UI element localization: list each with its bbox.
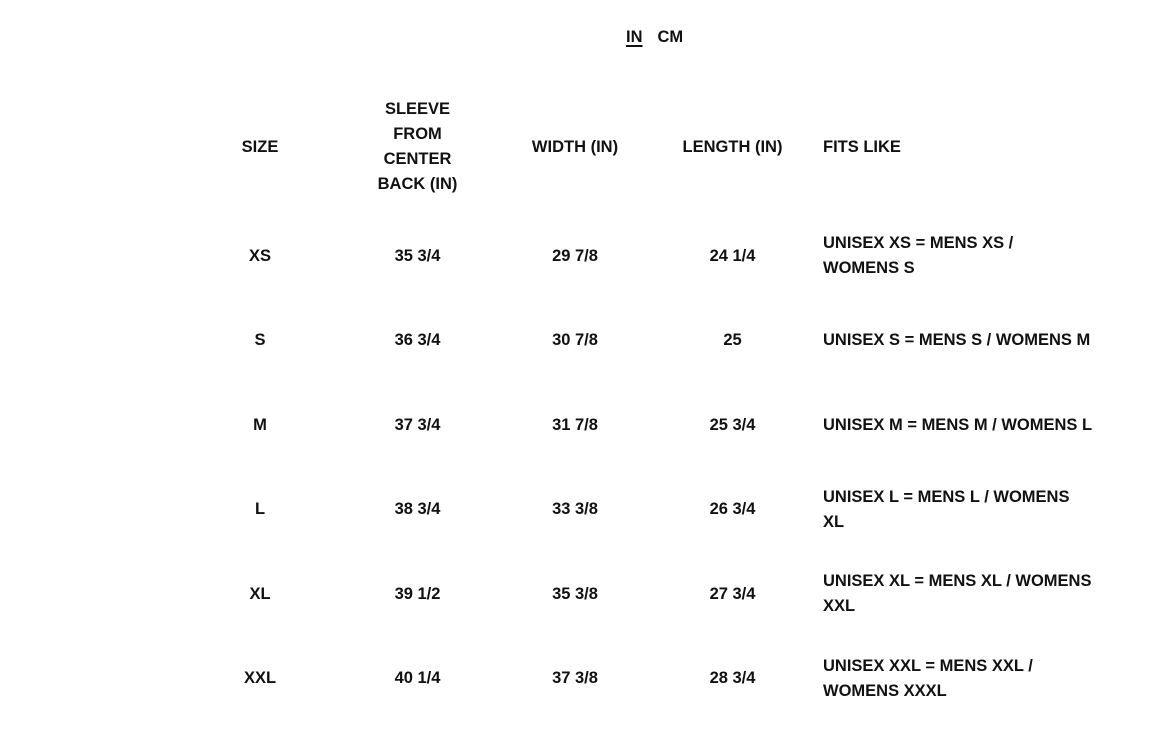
cell-size: S [254,331,266,350]
cell-fits-like: UNISEX XXL = MENS XXL / WOMENS XXXL [823,656,1033,700]
unit-toggle [626,25,683,50]
cell-sleeve: 35 3/4 [394,246,441,265]
table-row [180,299,1120,384]
cell-size: L [254,500,266,519]
cell-fits-like: UNISEX XL = MENS XL / WOMENS XXL [823,572,1092,616]
header-width: WIDTH (IN) [531,137,619,156]
table-row [180,468,1120,553]
cell-size: M [253,415,267,434]
header-sleeve [340,97,495,197]
unit-option-in[interactable]: IN [626,28,643,46]
cell-sleeve: 36 3/4 [394,331,441,350]
cell-width: 35 3/8 [552,584,598,603]
table-row [180,552,1120,637]
cell-size: XS [248,246,271,265]
cell-fits-like: UNISEX XS = MENS XS / WOMENS S [823,234,1014,278]
header-sleeve-line: CENTER [383,150,452,168]
cell-width: 37 3/8 [552,669,598,688]
cell-length: 24 1/4 [709,246,756,265]
header-fits-like: FITS LIKE [823,137,901,156]
cell-width: 31 7/8 [552,415,598,434]
header-length: LENGTH (IN) [682,137,783,156]
cell-fits-like: UNISEX M = MENS M / WOMENS L [823,415,1093,434]
cell-length: 28 3/4 [709,669,756,688]
header-sleeve-line: SLEEVE [384,100,451,118]
header-size: SIZE [241,137,279,156]
cell-width: 33 3/8 [552,500,598,519]
cell-sleeve: 37 3/4 [394,415,441,434]
cell-fits-like: UNISEX L = MENS L / WOMENS XL [823,487,1070,531]
cell-width: 30 7/8 [552,331,598,350]
header-sleeve-line: BACK (IN) [377,175,458,193]
table-header-row [180,96,1120,198]
cell-sleeve: 40 1/4 [394,669,441,688]
cell-sleeve: 39 1/2 [394,584,441,603]
table-row [180,383,1120,468]
cell-length: 25 [723,331,742,350]
header-sleeve-line: FROM [393,125,442,143]
cell-length: 25 3/4 [709,415,756,434]
table-row [180,637,1120,722]
cell-fits-like: UNISEX S = MENS S / WOMENS M [823,331,1091,350]
table-row [180,214,1120,299]
size-chart-table [180,96,1120,721]
cell-size: XXL [243,669,277,688]
cell-sleeve: 38 3/4 [394,500,441,519]
cell-length: 26 3/4 [709,500,756,519]
cell-size: XL [249,584,271,603]
cell-width: 29 7/8 [552,246,598,265]
cell-length: 27 3/4 [709,584,756,603]
unit-option-cm[interactable]: CM [657,28,684,46]
